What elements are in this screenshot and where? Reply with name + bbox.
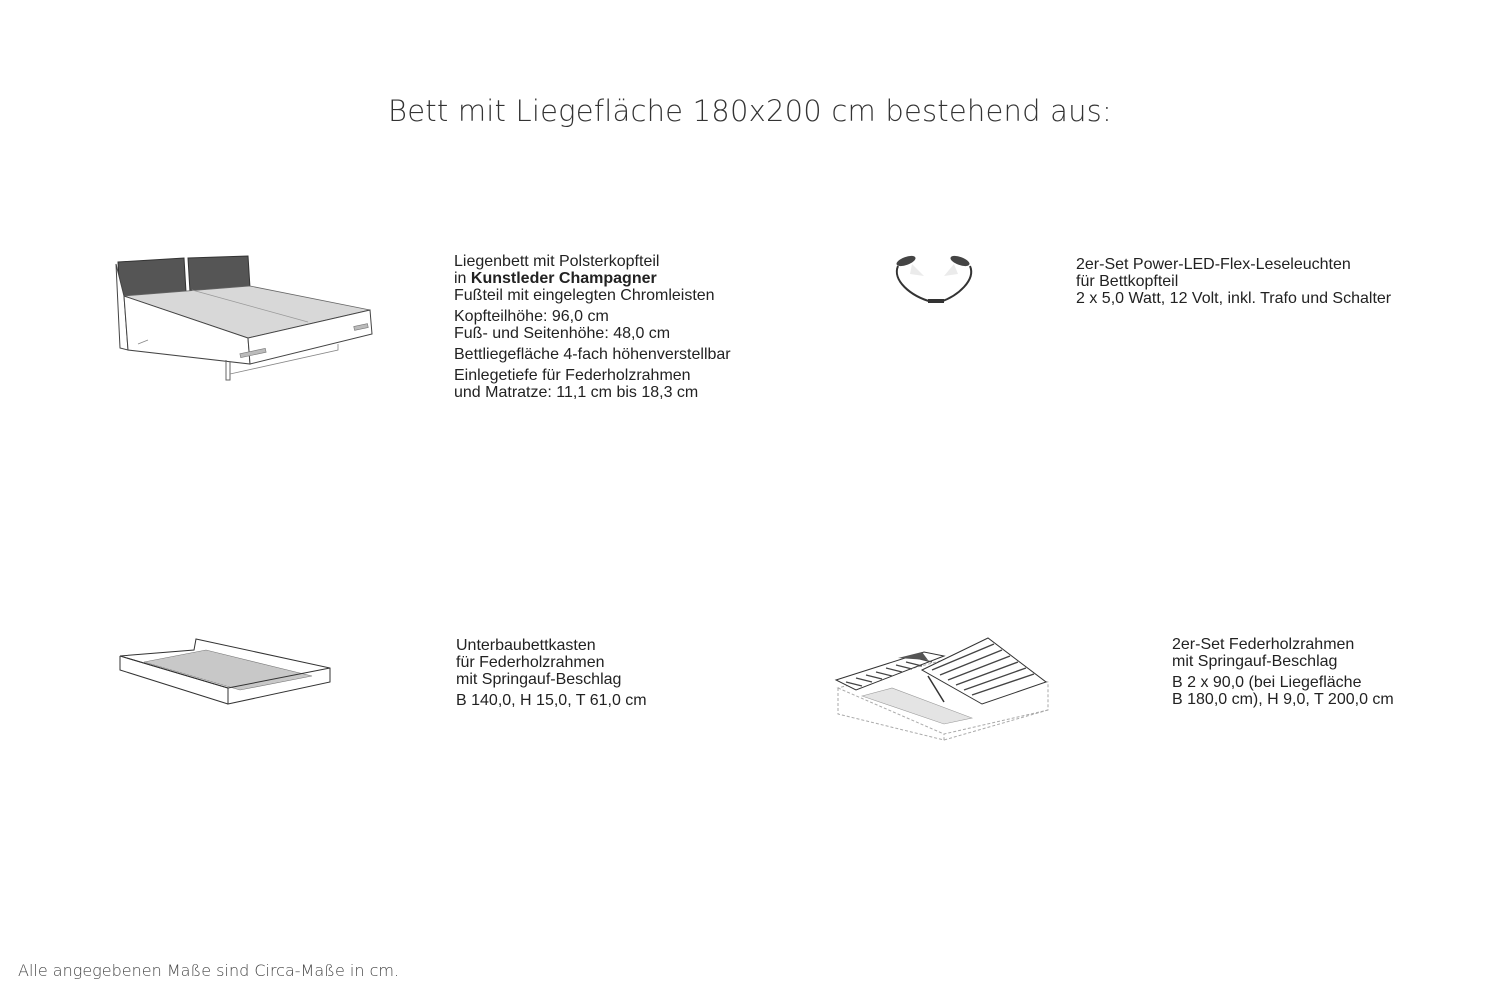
- slatted-frames-illustration: [832, 630, 1056, 746]
- led-line-1: 2er-Set Power-LED-Flex-Leseleuchten: [1076, 256, 1351, 273]
- page-title: Bett mit Liegefläche 180x200 cm bestehend aus:: [388, 94, 1112, 128]
- dimensions-disclaimer: Alle angegebenen Maße sind Circa-Maße in cm.: [18, 961, 400, 980]
- drawer-description: [456, 637, 647, 709]
- led-lamps-illustration: [890, 250, 980, 312]
- bed-line-4: Kopfteilhöhe: 96,0 cm: [454, 308, 609, 325]
- frames-line-2: mit Springauf-Beschlag: [1172, 653, 1338, 670]
- frames-description: [1172, 636, 1394, 708]
- bed-line-3: Fußteil mit eingelegten Chromleisten: [454, 287, 715, 304]
- bed-illustration: [108, 248, 378, 388]
- drawer-illustration: [116, 636, 336, 706]
- drawer-line-1: Unterbaubettkasten: [456, 637, 596, 654]
- bed-material-bold: Kunstleder Champagner: [470, 270, 657, 287]
- led-description: [1076, 256, 1391, 307]
- bed-line-2: in Kunstleder Champagner: [454, 270, 657, 287]
- frames-line-1: 2er-Set Federholzrahmen: [1172, 636, 1355, 653]
- bed-description: [454, 253, 731, 401]
- bed-line-5: Fuß- und Seitenhöhe: 48,0 cm: [454, 325, 671, 342]
- bed-line-1: Liegenbett mit Polsterkopfteil: [454, 253, 660, 270]
- drawer-line-3: mit Springauf-Beschlag: [456, 671, 622, 688]
- led-line-3: 2 x 5,0 Watt, 12 Volt, inkl. Trafo und Schalter: [1076, 290, 1392, 307]
- frames-line-4: B 180,0 cm), H 9,0, T 200,0 cm: [1172, 691, 1394, 708]
- frames-line-3: B 2 x 90,0 (bei Liegefläche: [1172, 674, 1362, 691]
- drawer-line-4: B 140,0, H 15,0, T 61,0 cm: [456, 692, 647, 709]
- bed-line-6: Bettliegefläche 4-fach höhenverstellbar: [454, 346, 731, 363]
- drawer-line-2: für Federholzrahmen: [456, 654, 605, 671]
- bed-line-7: Einlegetiefe für Federholzrahmen: [454, 367, 691, 384]
- bed-line-8: und Matratze: 11,1 cm bis 18,3 cm: [454, 384, 699, 401]
- led-line-2: für Bettkopfteil: [1076, 273, 1179, 290]
